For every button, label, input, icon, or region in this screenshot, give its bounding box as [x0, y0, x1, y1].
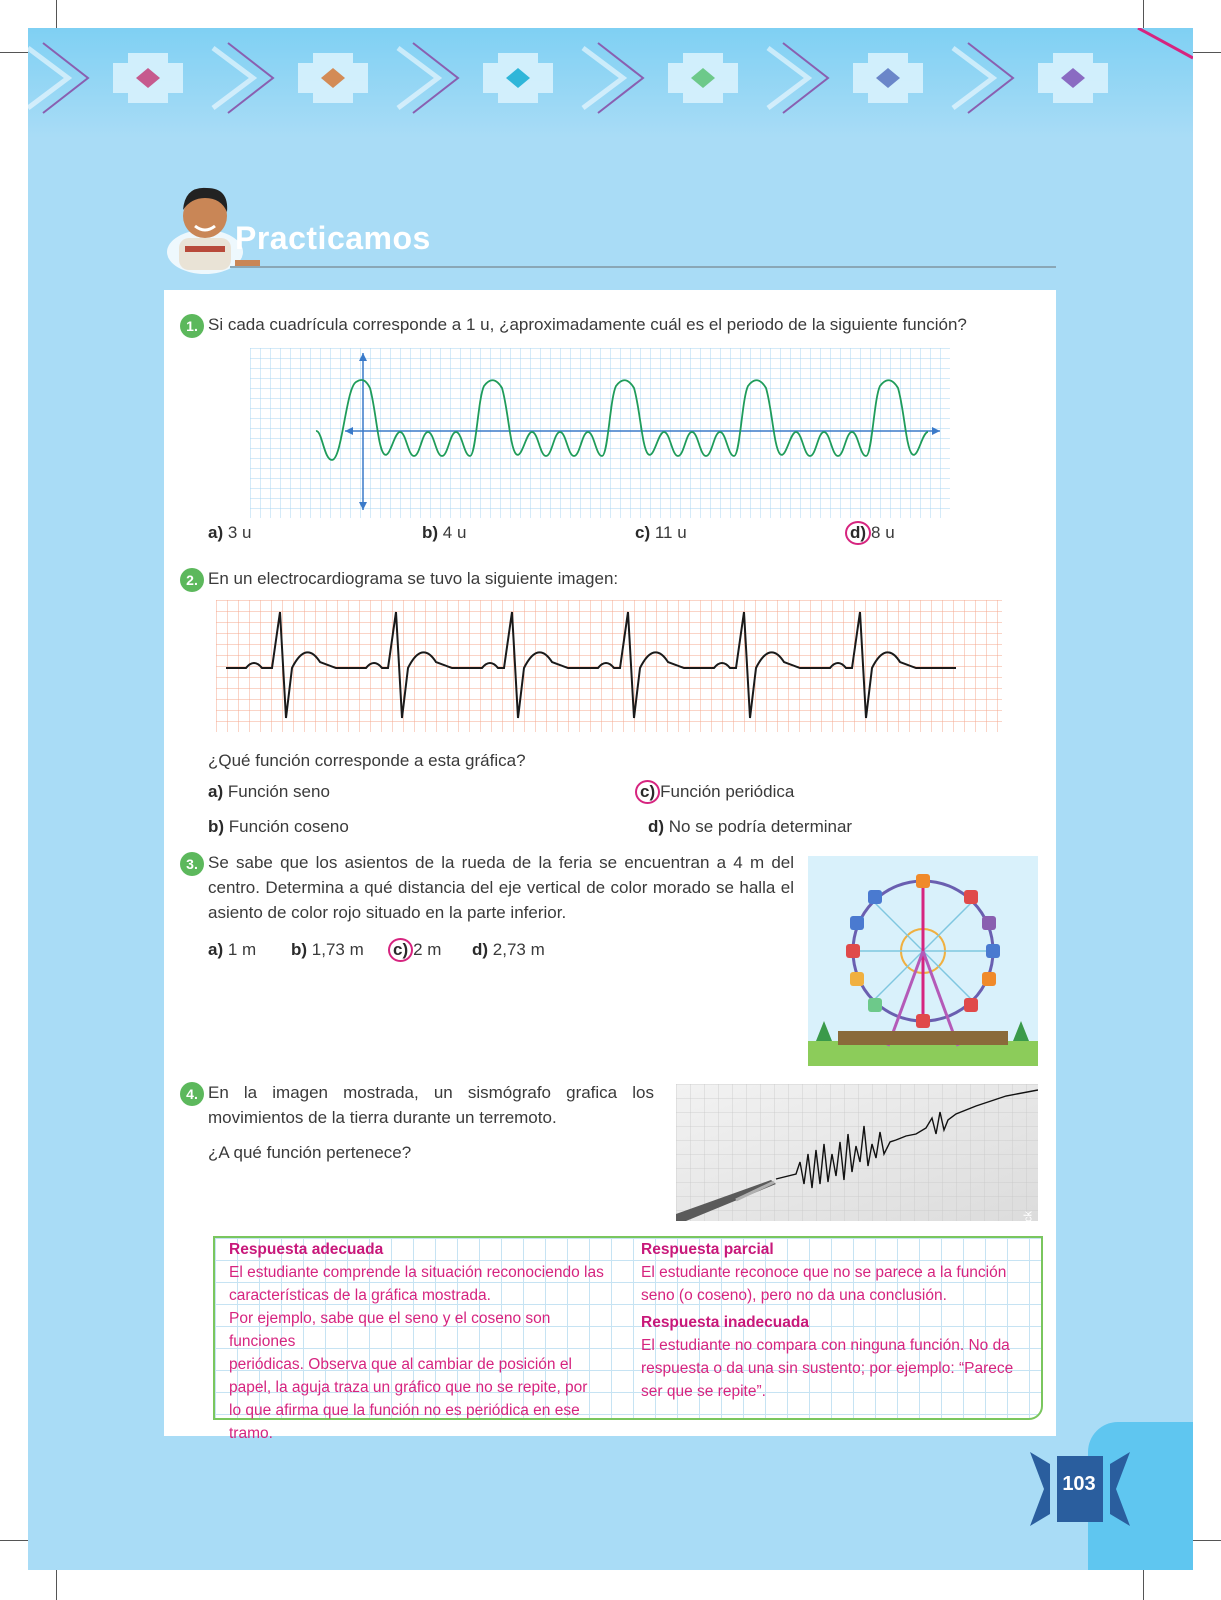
selected-answer-circle: c) — [635, 780, 660, 804]
q1-option-c[interactable]: c) 11 u — [635, 523, 687, 542]
electrocardiogram-image — [216, 600, 1002, 734]
crop-mark — [1193, 1540, 1221, 1541]
inadequate-answer-line: El estudiante no compara con ninguna función. No da — [641, 1337, 1010, 1354]
title-underline — [230, 266, 1056, 268]
adequate-answer-line: tramo. — [229, 1425, 273, 1442]
question-prompt: ¿A qué función pertenece? — [208, 1143, 412, 1162]
partial-answer-title: Respuesta parcial — [641, 1241, 774, 1258]
q2-option-a[interactable]: a) Función seno — [208, 782, 330, 801]
ferris-wheel-illustration — [808, 856, 1038, 1066]
section-header — [160, 180, 1057, 280]
q2-option-d[interactable]: d) No se podría determinar — [648, 817, 853, 836]
partial-answer-line: seno (o coseno), pero no da una conclusión. — [641, 1287, 947, 1304]
seismograph-photo — [676, 1084, 1038, 1221]
question-number: 1. — [180, 314, 204, 338]
crop-mark — [0, 52, 28, 53]
adequate-answer-line: características de la gráfica mostrada. — [229, 1287, 491, 1304]
q3-option-a[interactable]: a) 1 m — [208, 940, 257, 959]
crop-mark — [0, 1540, 28, 1541]
q2-option-b[interactable]: b) Función coseno — [208, 817, 349, 836]
q1-option-b[interactable]: b) 4 u — [422, 523, 467, 542]
page-title: Practicamos — [235, 220, 431, 256]
decorative-banner — [28, 28, 1193, 138]
question-text: En un electrocardiograma se tuvo la siguiente imagen: — [208, 569, 619, 588]
inadequate-answer-line: ser que se repite”. — [641, 1383, 766, 1400]
q1-option-a[interactable]: a) 3 u — [208, 523, 252, 542]
inadequate-answer-line: respuesta o da una sin sustento; por ejemplo: “Parece — [641, 1360, 1014, 1377]
crop-mark — [56, 1570, 57, 1600]
question-number: 2. — [180, 568, 204, 592]
question-number: 3. — [180, 852, 204, 876]
crop-mark — [1143, 1570, 1144, 1600]
partial-answer-column — [641, 1238, 1031, 1403]
q3-option-c[interactable]: c) 2 m — [393, 938, 441, 962]
selected-answer-circle: d) — [845, 521, 871, 545]
periodic-function-graph — [250, 348, 950, 520]
adequate-answer-line: Por ejemplo, sabe que el seno y el coseno son funciones — [229, 1310, 551, 1350]
q3-option-b[interactable]: b) 1,73 m — [291, 940, 364, 959]
adequate-answer-line: periódicas. Observa que al cambiar de posición el — [229, 1356, 572, 1373]
adequate-answer-column — [229, 1238, 619, 1445]
crop-mark — [1193, 52, 1221, 53]
question-number: 4. — [180, 1082, 204, 1106]
adequate-answer-line: lo que afirma que la función no es periódica en ese — [229, 1402, 580, 1419]
adequate-answer-line: papel, la aguja traza un gráfico que no se repite, por — [229, 1379, 588, 1396]
answer-rubric-box — [213, 1236, 1043, 1442]
question-prompt: ¿Qué función corresponde a esta gráfica? — [208, 751, 526, 770]
q2-option-c[interactable]: c) Función periódica — [640, 780, 794, 804]
question-text: Se sabe que los asientos de la rueda de la feria se encuentran a 4 m del centro. Determina a qué distancia del eje vertical de color morado se halla el asiento de color rojo situado en la parte inferior. — [208, 853, 794, 922]
selected-answer-circle: c) — [388, 938, 413, 962]
adequate-answer-title: Respuesta adecuada — [229, 1241, 384, 1258]
q1-option-d[interactable]: d) 8 u — [850, 521, 895, 545]
adequate-answer-line: El estudiante comprende la situación reconociendo las — [229, 1264, 604, 1281]
inadequate-answer-title: Respuesta inadecuada — [641, 1314, 809, 1331]
q3-option-d[interactable]: d) 2,73 m — [472, 940, 545, 959]
question-text: En la imagen mostrada, un sismógrafo grafica los movimientos de la tierra durante un terremoto. — [208, 1083, 654, 1127]
question-text: Si cada cuadrícula corresponde a 1 u, ¿aproximadamente cuál es el periodo de la siguiente función? — [208, 315, 967, 334]
partial-answer-line: El estudiante reconoce que no se parece a la función — [641, 1264, 1007, 1281]
crop-mark — [56, 0, 57, 28]
page-number: 103 — [1062, 1473, 1096, 1495]
crop-mark — [1143, 0, 1144, 28]
